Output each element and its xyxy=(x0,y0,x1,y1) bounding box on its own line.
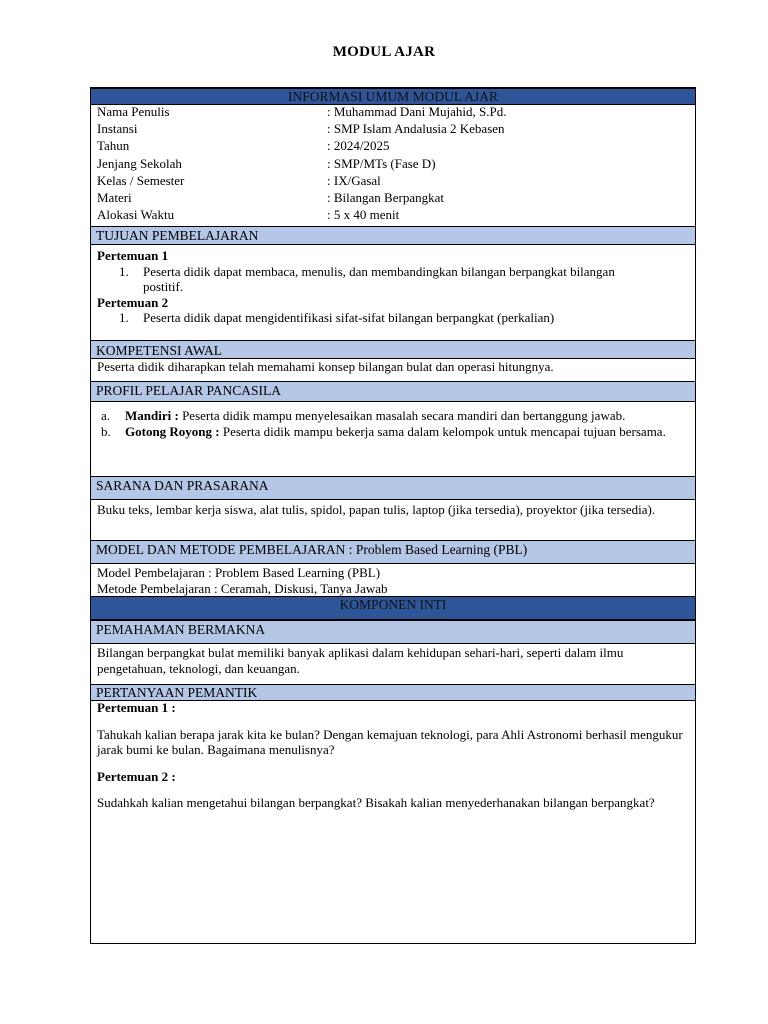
profil-list xyxy=(97,408,689,439)
tujuan-pertemuan-1-item xyxy=(97,264,689,295)
info-value: : SMP/MTs (Fase D) xyxy=(327,155,436,171)
model-content xyxy=(97,565,689,596)
section-header-pemahaman: PEMAHAMAN BERMAKNA xyxy=(91,620,695,644)
list-number: 1. xyxy=(119,310,129,325)
document-title: MODUL AJAR xyxy=(332,44,436,60)
module-table xyxy=(90,87,696,944)
info-value: : IX/Gasal xyxy=(327,172,381,188)
model-line: Model Pembelajaran : Problem Based Learning (PBL) xyxy=(97,565,381,580)
section-header-model: MODEL DAN METODE PEMBELAJARAN : Problem Based Learning (PBL) xyxy=(91,540,695,564)
profil-item xyxy=(97,424,689,440)
info-label: Alokasi Waktu xyxy=(97,207,175,223)
info-row xyxy=(97,189,689,206)
pertanyaan-pertemuan-1-text: Tahukah kalian berapa jarak kita ke bulan? Dengan kemajuan teknologi, para Ahli Astronomi berhasil mengukur jarak bumi ke bulan. Bagaimana menulisnya? xyxy=(97,726,683,757)
info-label: Nama Penulis xyxy=(97,104,170,119)
list-letter: b. xyxy=(101,423,111,439)
profil-item-text xyxy=(125,424,689,440)
tujuan-pertemuan-1-title: Pertemuan 1 xyxy=(97,248,169,263)
list-text: Peserta didik dapat mengidentifikasi sifat-sifat bilangan berpangkat (perkalian) xyxy=(143,310,555,325)
informasi-rows xyxy=(97,103,689,223)
profil-item-text xyxy=(125,408,689,424)
pertanyaan-content xyxy=(97,700,689,811)
list-number: 1. xyxy=(119,263,129,279)
section-header-informasi: INFORMASI UMUM MODUL AJAR xyxy=(91,88,695,105)
info-row xyxy=(97,155,689,172)
sarana-text: Buku teks, lembar kerja siswa, alat tulis, spidol, papan tulis, laptop (jika tersedia), proyektor (jika tersedia). xyxy=(97,502,656,517)
info-label: Instansi xyxy=(97,121,138,137)
section-header-kompetensi: KOMPETENSI AWAL xyxy=(91,340,695,359)
list-letter: a. xyxy=(101,408,111,423)
tujuan-pertemuan-2-title: Pertemuan 2 xyxy=(97,294,169,310)
info-label: Materi xyxy=(97,189,132,205)
profil-item xyxy=(97,408,689,424)
pertanyaan-pertemuan-2-text: Sudahkah kalian mengetahui bilangan berpangkat? Bisakah kalian menyederhanakan bilangan berpangkat? xyxy=(97,795,655,810)
kompetensi-text: Peserta didik diharapkan telah memahami konsep bilangan bulat dan operasi hitungnya. xyxy=(97,359,554,374)
info-value: : SMP Islam Andalusia 2 Kebasen xyxy=(327,121,505,137)
profil-description: Peserta didik mampu bekerja sama dalam kelompok untuk mencapai tujuan bersama. xyxy=(219,423,666,439)
tujuan-content xyxy=(97,248,689,326)
info-label: Tahun xyxy=(97,138,130,154)
section-header-komponen-inti: KOMPONEN INTI xyxy=(91,596,695,620)
info-row xyxy=(97,120,689,137)
info-value: : Bilangan Berpangkat xyxy=(327,189,444,205)
tujuan-pertemuan-2-item xyxy=(97,310,689,326)
section-header-tujuan: TUJUAN PEMBELAJARAN xyxy=(91,226,695,245)
pertanyaan-pertemuan-2-title: Pertemuan 2 : xyxy=(97,768,176,784)
info-label: Kelas / Semester xyxy=(97,172,185,188)
metode-line: Metode Pembelajaran : Ceramah, Diskusi, Tanya Jawab xyxy=(97,580,388,596)
info-value: : Muhammad Dani Mujahid, S.Pd. xyxy=(327,104,507,119)
pemahaman-text: Bilangan berpangkat bulat memiliki banyak aplikasi dalam kehidupan sehari-hari, seperti dalam ilmu pengetahuan, teknologi, dan keuangan. xyxy=(97,645,624,676)
info-row xyxy=(97,172,689,189)
info-label: Jenjang Sekolah xyxy=(97,155,182,171)
profil-description: Peserta didik mampu menyelesaikan masalah secara mandiri dan bertanggung jawab. xyxy=(178,408,626,423)
info-row xyxy=(97,103,689,120)
section-header-profil: PROFIL PELAJAR PANCASILA xyxy=(91,381,695,402)
info-row xyxy=(97,137,689,154)
section-header-pertanyaan: PERTANYAAN PEMANTIK xyxy=(91,684,695,701)
list-text: Peserta didik dapat membaca, menulis, dan membandingkan bilangan berpangkat bilangan postitif. xyxy=(143,263,615,294)
info-value: : 5 x 40 menit xyxy=(327,207,400,223)
pertanyaan-pertemuan-1-title: Pertemuan 1 : xyxy=(97,700,176,715)
profil-term: Gotong Royong : xyxy=(125,423,220,439)
info-value: : 2024/2025 xyxy=(327,138,390,154)
profil-term: Mandiri : xyxy=(125,408,179,423)
info-row xyxy=(97,206,689,223)
section-header-sarana: SARANA DAN PRASARANA xyxy=(91,476,695,500)
